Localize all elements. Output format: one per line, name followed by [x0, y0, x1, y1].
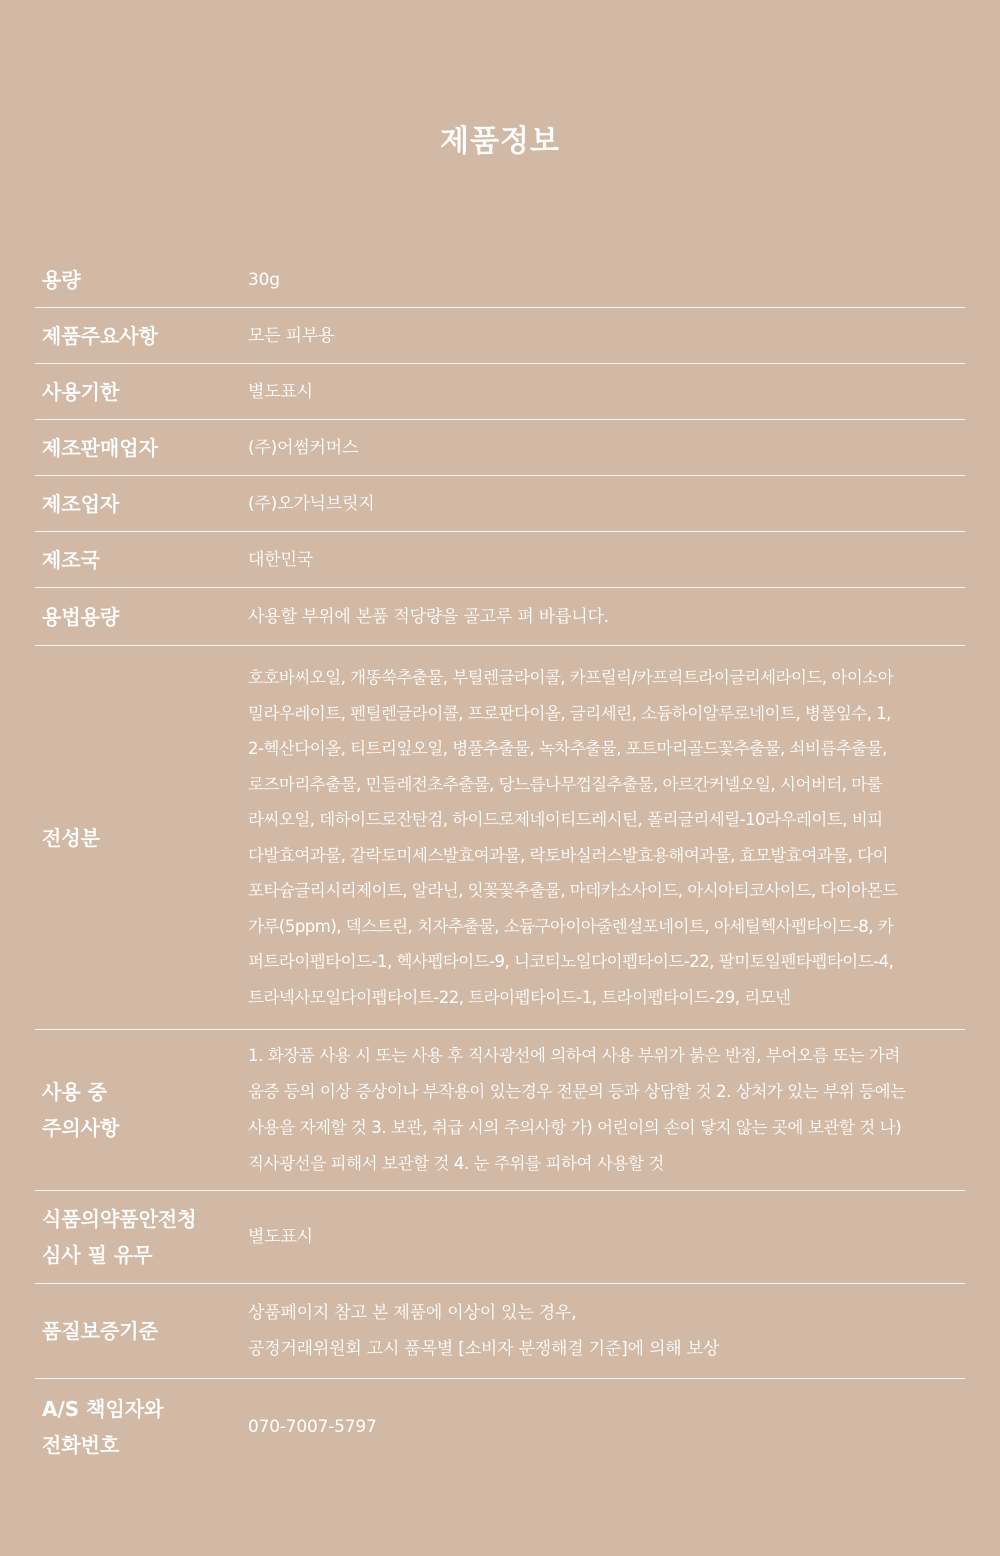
row-label: 제조판매업자	[42, 435, 158, 460]
row-main-features	[35, 308, 965, 364]
row-value: (주)오가닉브릿지	[248, 493, 375, 514]
product-info-table	[35, 252, 965, 1474]
row-label: A/S 책임자와 전화번호	[42, 1396, 164, 1457]
row-label: 식품의약품안전청 심사 필 유무	[42, 1207, 197, 1267]
row-label: 품질보증기준	[42, 1319, 158, 1343]
row-value: 모든 피부용	[248, 325, 335, 346]
row-usage	[35, 588, 965, 646]
row-manufacturer	[35, 476, 965, 532]
row-value: 별도표시	[248, 381, 313, 402]
row-label: 사용 중 주의사항	[42, 1080, 120, 1140]
row-value: 별도표시	[248, 1227, 313, 1247]
row-value: 070-7007-5797	[248, 1416, 377, 1437]
row-label: 용량	[42, 267, 81, 292]
row-value: 30g	[248, 269, 280, 290]
row-country	[35, 532, 965, 588]
row-value: 호호바씨오일, 개똥쑥추출물, 부틸렌글라이콜, 카프릴릭/카프릭트라이글리세라이드, 아이소아 밀라우레이트, 펜틸렌글라이콜, 프로판다이올, 글리세린, 소듐하이알루로네이트, 병풀잎수, 1, 2-헥산다이올, 티트리잎오일, 병풀추출물, 녹차추출물, 포트마리골드꽃추출물, 쇠비름추출물, 로즈마리추출물, 민들레전초추출물, 당느릅나무껍질추출물, 아르간커넬오일, 시어버터, 마룰 라씨오일, 데하이드로잔탄검, 하이드로제네이티드레시틴, 폴리글리세릴-10라우레이트, 비피 다발효여과물, 갈락토미세스발효여과물, 락토바실러스발효용해여과물, 효모발효여과물, 다이 포타슘글리시리제이트, 알라닌, 잇꽃꽃추출물, 마데카소사이드, 아시아티코사이드, 다이아몬드 가루(5ppm), 덱스트린, 치자추출물, 소듐구아이아줄렌설포네이트, 아세틸헥사펩타이드-8, 카 퍼트라이펩타이드-1, 헥사펩타이드-9, 니코티노일다이펩타이드-22, 팔미토일펜타펩타이드-4, 트라넥사모일다이펩타이트-22, 트라이펩타이드-1, 트라이펩타이드-29, 리모넨	[248, 668, 898, 1007]
row-label: 제품주요사항	[42, 323, 158, 348]
row-label: 제조국	[42, 547, 100, 572]
row-cautions	[35, 1030, 965, 1191]
row-value: 상품페이지 참고 본 제품에 이상이 있는 경우, 공정거래위원회 고시 품목별 [소비자 분쟁해결 기준]에 의해 보상	[248, 1303, 720, 1359]
row-value: (주)어썸커머스	[248, 437, 359, 458]
row-expiry	[35, 364, 965, 420]
page-title: 제품정보	[440, 124, 560, 159]
row-distributor	[35, 420, 965, 476]
row-value: 1. 화장품 사용 시 또는 사용 후 직사광선에 의하여 사용 부위가 붉은 반점, 부어오름 또는 가려 움증 등의 이상 증상이나 부작용이 있는경우 전문의 등과 상담할 것 2. 상처가 있는 부위 등에는 사용을 자제할 것 3. 보관, 취급 시의 주의사항 가) 어린이의 손이 닿지 않는 곳에 보관할 것 나) 직사광선을 피해서 보관할 것 4. 눈 주위를 피하여 사용할 것	[248, 1046, 906, 1173]
row-value: 대한민국	[248, 549, 313, 570]
row-label: 사용기한	[42, 379, 120, 404]
row-value: 사용할 부위에 본품 적당량을 골고루 펴 바릅니다.	[248, 606, 609, 627]
row-label: 전성분	[42, 825, 100, 850]
row-capacity	[35, 252, 965, 308]
row-quality-guarantee	[35, 1284, 965, 1379]
row-ingredients	[35, 646, 965, 1030]
row-as-contact	[35, 1379, 965, 1474]
row-kfda-review	[35, 1191, 965, 1284]
row-label: 용법용량	[42, 604, 120, 629]
row-label: 제조업자	[42, 491, 120, 516]
